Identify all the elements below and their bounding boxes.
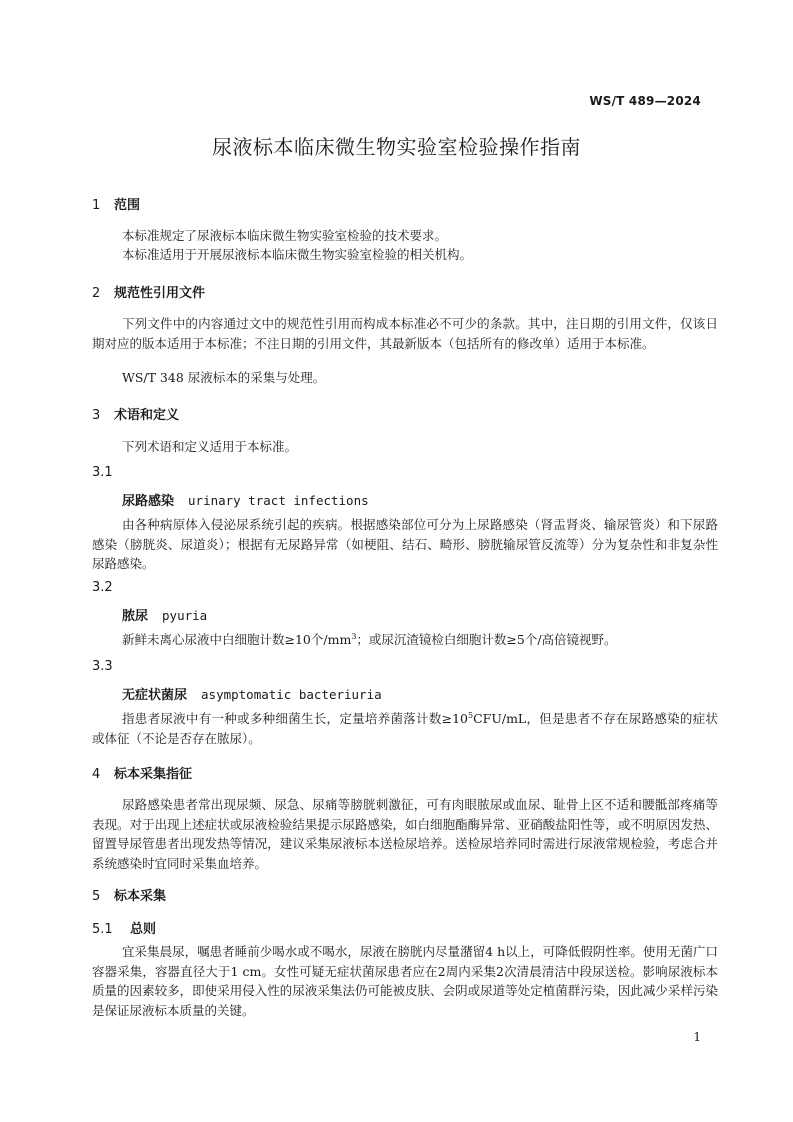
paragraph: 本标准适用于开展尿液标本临床微生物实验室检验的相关机构。 xyxy=(122,247,473,262)
term-chinese: 无症状菌尿 xyxy=(122,688,188,703)
term-english: asymptomatic bacteriuria xyxy=(201,687,382,702)
section-number: 1 xyxy=(92,198,101,213)
superscript: 5 xyxy=(468,710,474,720)
definition-text: 新鲜未离心尿液中白细胞计数≥10个/mm xyxy=(122,632,352,647)
section-5-heading xyxy=(92,885,166,904)
term-entry xyxy=(122,605,207,624)
term-entry xyxy=(122,490,369,509)
section-number: 5.1 xyxy=(92,922,113,937)
section-2-heading xyxy=(92,282,205,301)
term-entry xyxy=(122,684,382,703)
subsection-5-1-heading xyxy=(92,918,156,937)
term-chinese: 尿路感染 xyxy=(122,494,175,509)
term-definition xyxy=(92,630,718,650)
superscript: 3 xyxy=(351,631,357,641)
paragraph: 下列术语和定义适用于本标准。 xyxy=(122,439,298,454)
section-title: 术语和定义 xyxy=(114,408,180,423)
term-definition xyxy=(92,709,718,748)
term-number: 3.2 xyxy=(92,580,113,595)
section-4-heading xyxy=(92,763,192,782)
section-number: 2 xyxy=(92,286,101,301)
term-number: 3.3 xyxy=(92,659,113,674)
paragraph: 尿路感染患者常出现尿频、尿急、尿痛等膀胱刺激征，可有肉眼脓尿或血尿、耻骨上区不适和腰骶部疼痛等表现。对于出现上述症状或尿液检验结果提示尿路感染，如白细胞酯酶异常、亚硝酸盐阳性等，或不明原因发热、留置导尿管患者出现发热等情况，建议采集尿液标本送检尿培养。送检尿培养同时需进行尿液常规检验，考虑合并系统感染时宜同时采集血培养。 xyxy=(92,797,718,871)
paragraph: 本标准规定了尿液标本临床微生物实验室检验的技术要求。 xyxy=(122,228,448,243)
definition-text: 指患者尿液中有一种或多种细菌生长，定量培养菌落计数≥10 xyxy=(122,711,468,726)
paragraph: 宜采集晨尿，嘱患者睡前少喝水或不喝水，尿液在膀胱内尽量潴留4 h以上，可降低假阴性率。使用无菌广口容器采集，容器直径大于1 cm。女性可疑无症状菌尿患者应在2周内采集2次清晨清洁中段尿送检。影响尿液标本质量的因素较多，即使采用侵入性的尿液采集法仍可能被皮肤、会阴或尿道等处定植菌群污染，因此减少采样污染是保证尿液标本质量的关键。 xyxy=(92,944,718,1018)
definition-text: CFU/mL，但是患者不存在尿路感染的症状或体征（不论是否存在脓尿）。 xyxy=(92,711,718,746)
section-title: 规范性引用文件 xyxy=(114,286,206,301)
term-definition: 由各种病原体入侵泌尿系统引起的疾病。根据感染部位可分为上尿路感染（肾盂肾炎、输尿管炎）和下尿路感染（膀胱炎、尿道炎）；根据有无尿路异常（如梗阻、结石、畸形、膀胱输尿管反流等）分为复杂性和非复杂性尿路感染。 xyxy=(92,517,718,571)
section-1-heading xyxy=(92,194,140,213)
standard-code: WS/T 489—2024 xyxy=(589,94,701,108)
section-title: 范围 xyxy=(114,198,141,213)
page-number: 1 xyxy=(693,1030,701,1044)
section-number: 3 xyxy=(92,408,101,423)
document-title: 尿液标本临床微生物实验室检验操作指南 xyxy=(212,135,581,159)
section-title: 标本采集指征 xyxy=(114,767,193,782)
section-number: 5 xyxy=(92,889,101,904)
section-title: 总则 xyxy=(130,922,157,937)
term-english: urinary tract infections xyxy=(188,493,369,508)
term-number: 3.1 xyxy=(92,465,113,480)
section-number: 4 xyxy=(92,767,101,782)
section-3-heading xyxy=(92,404,179,423)
term-chinese: 脓尿 xyxy=(122,609,149,624)
paragraph: 下列文件中的内容通过文中的规范性引用而构成本标准必不可少的条款。其中，注日期的引用文件，仅该日期对应的版本适用于本标准；不注日期的引用文件，其最新版本（包括所有的修改单）适用于本标准。 xyxy=(92,316,718,351)
section-title: 标本采集 xyxy=(114,889,167,904)
definition-text: ；或尿沉渣镜检白细胞计数≥5个/高倍镜视野。 xyxy=(356,632,617,647)
term-english: pyuria xyxy=(162,608,208,623)
paragraph: WS/T 348 尿液标本的采集与处理。 xyxy=(122,370,326,385)
